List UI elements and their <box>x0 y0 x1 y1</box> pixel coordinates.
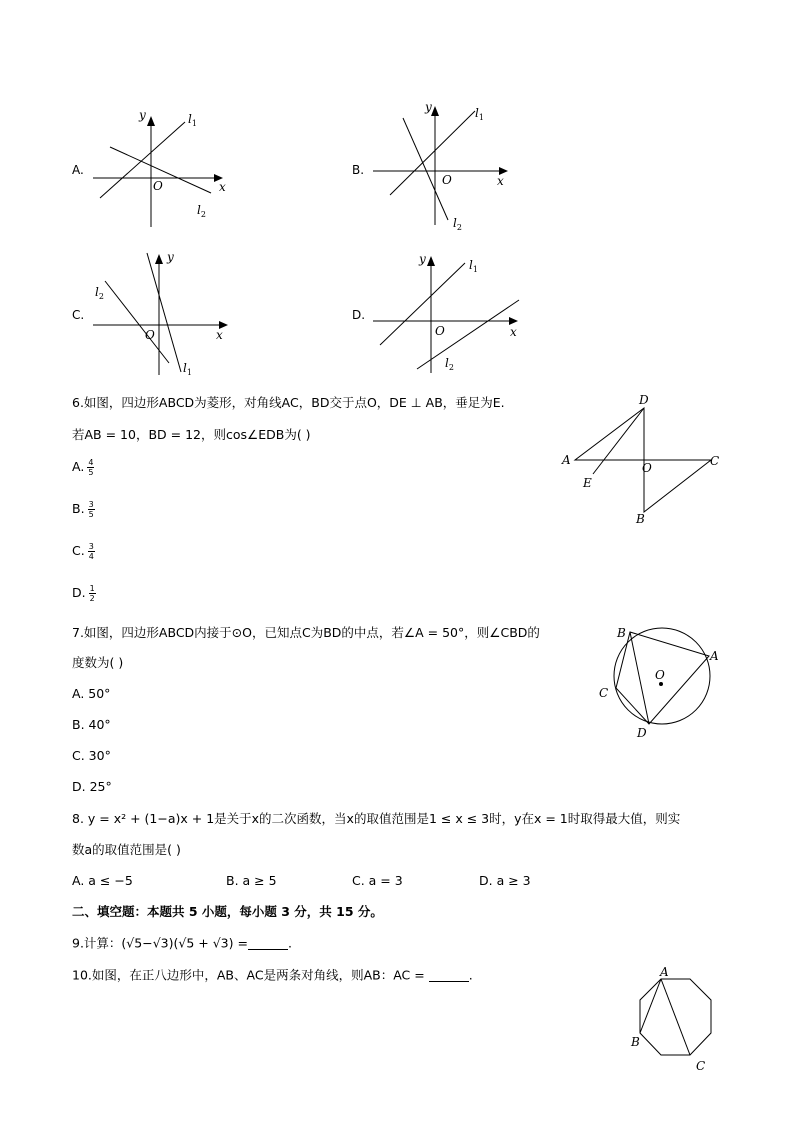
svg-text:B: B <box>636 512 645 526</box>
q7-stem-line2: 度数为( ) <box>72 655 124 670</box>
q5-graph-d <box>365 245 535 380</box>
svg-text:C: C <box>710 454 720 468</box>
q6-option-c[interactable]: C. $\frac{3}{4}$ <box>72 542 94 561</box>
origin-label: O <box>442 173 452 187</box>
q6-stem-line1: 6.如图，四边形ABCD为菱形，对角线AC，BD交于点O，DE ⊥ AB，垂足为E. <box>72 395 505 410</box>
q5-graph-b <box>365 95 525 240</box>
svg-text:C: C <box>599 686 609 700</box>
x-axis-label: x <box>510 325 517 339</box>
x-axis-label: x <box>216 328 223 342</box>
q8-stem-line1: 8. y = x² + (1−a)x + 1是关于x的二次函数，当x的取值范围是1 ≤ x ≤ 3时，y在x = 1时取得最大值，则实 <box>72 811 681 826</box>
l2-label: $l_2$ <box>95 285 104 301</box>
svg-text:O: O <box>655 668 665 682</box>
q8-option-b[interactable]: B. a ≥ 5 <box>226 873 277 888</box>
answer-blank[interactable] <box>429 969 469 982</box>
fraction: $\frac{1}{2}$ <box>89 584 95 603</box>
l1-label: $l_1$ <box>188 112 197 128</box>
svg-text:D: D <box>639 393 649 407</box>
q5-option-c-label[interactable]: C. <box>72 308 85 322</box>
svg-text:B: B <box>617 626 626 640</box>
origin-label: O <box>145 328 155 342</box>
q6-stem-line2: 若AB = 10，BD = 12，则cos∠EDB为( ) <box>72 427 311 442</box>
svg-text:E: E <box>583 476 592 490</box>
svg-text:A: A <box>710 649 719 663</box>
svg-text:B: B <box>631 1035 640 1049</box>
l2-label: $l_2$ <box>445 356 454 372</box>
svg-text:D: D <box>637 726 647 740</box>
l1-label: $l_1$ <box>183 361 192 377</box>
y-axis-label: y <box>167 250 174 264</box>
q8-stem-line2: 数a的取值范围是( ) <box>72 842 181 857</box>
q7-option-a[interactable]: A. 50° <box>72 686 111 701</box>
origin-label: O <box>153 179 163 193</box>
q5-graph-c <box>85 245 245 380</box>
answer-blank[interactable] <box>248 937 288 950</box>
q8-option-c[interactable]: C. a = 3 <box>352 873 403 888</box>
fraction: $\frac{3}{5}$ <box>88 500 94 519</box>
q7-option-c[interactable]: C. 30° <box>72 748 111 763</box>
q7-option-b[interactable]: B. 40° <box>72 717 111 732</box>
q10-octagon-figure <box>628 962 728 1077</box>
q6-rhombus-figure <box>555 390 730 530</box>
q5-option-a-label[interactable]: A. <box>72 163 84 177</box>
origin-label: O <box>435 324 445 338</box>
q7-circle-figure <box>592 618 727 743</box>
section-heading: 二、填空题：本题共 5 小题，每小题 3 分，共 15 分。 <box>72 904 383 919</box>
q5-graph-a <box>85 105 245 235</box>
x-axis-label: x <box>219 180 226 194</box>
q6-option-d[interactable]: D. $\frac{1}{2}$ <box>72 584 95 603</box>
svg-text:A: A <box>562 453 571 467</box>
l2-label: $l_2$ <box>197 203 206 219</box>
q10-stem: 10.如图，在正八边形中，AB、AC是两条对角线，则AB：AC = . <box>72 967 473 983</box>
q5-option-b-label[interactable]: B. <box>352 163 365 177</box>
l1-label: $l_1$ <box>475 106 484 122</box>
svg-text:C: C <box>696 1059 706 1073</box>
svg-text:A: A <box>660 965 669 979</box>
q6-option-b[interactable]: B. $\frac{3}{5}$ <box>72 500 94 519</box>
svg-text:O: O <box>642 461 652 475</box>
x-axis-label: x <box>497 174 504 188</box>
fraction: $\frac{4}{5}$ <box>88 458 94 477</box>
y-axis-label: y <box>425 100 432 114</box>
y-axis-label: y <box>139 108 146 122</box>
q8-option-a[interactable]: A. a ≤ −5 <box>72 873 133 888</box>
y-axis-label: y <box>419 252 426 266</box>
q5-option-d-label[interactable]: D. <box>352 308 366 322</box>
fraction: $\frac{3}{4}$ <box>88 542 94 561</box>
q7-option-d[interactable]: D. 25° <box>72 779 112 794</box>
l1-label: $l_1$ <box>469 258 478 274</box>
q7-stem-line1: 7.如图，四边形ABCD内接于⊙O，已知点C为BD的中点，若∠A = 50°，则∠CBD的 <box>72 625 540 640</box>
l2-label: $l_2$ <box>453 216 462 232</box>
q8-option-d[interactable]: D. a ≥ 3 <box>479 873 531 888</box>
q6-option-a[interactable]: A. $\frac{4}{5}$ <box>72 458 94 477</box>
q9-stem: 9.计算：(√5−√3)(√5 + √3) = . <box>72 935 292 951</box>
